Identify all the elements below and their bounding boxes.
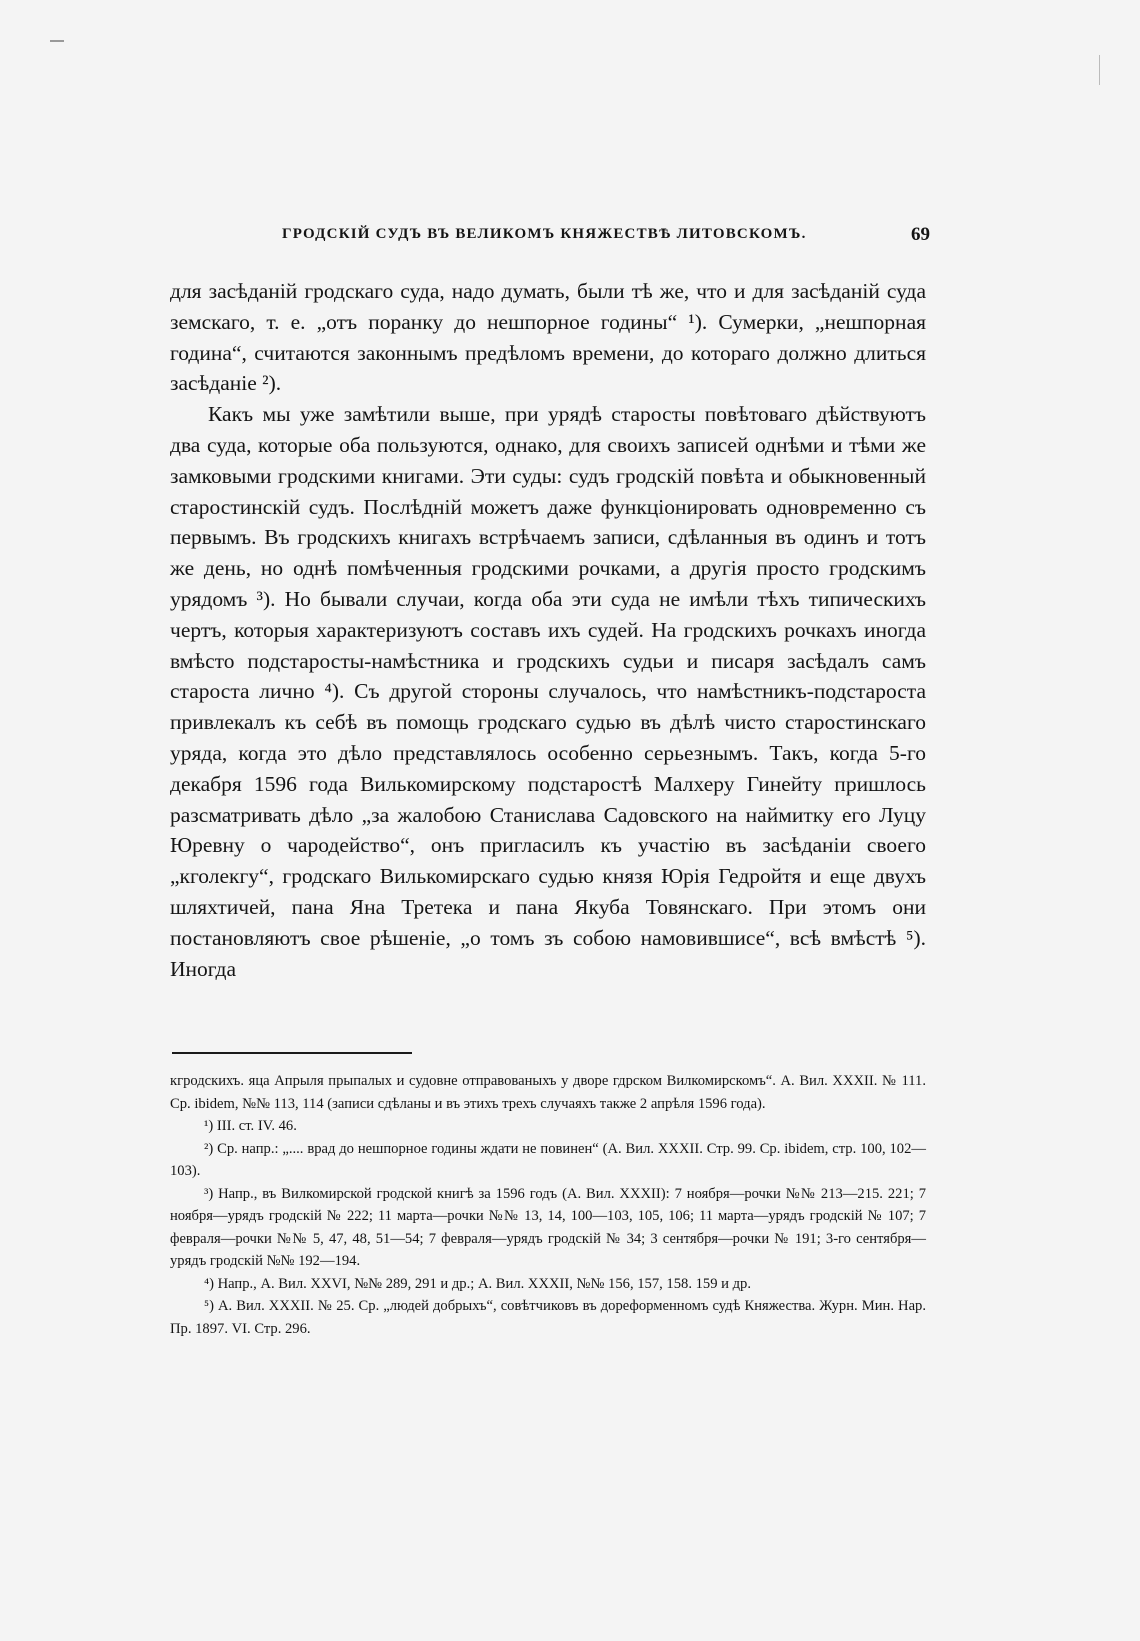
paragraph-2: Какъ мы уже замѣтили выше, при урядѣ старосты повѣтоваго дѣйствуютъ два суда, которые оба пользуются, однако, для своихъ записей однѣми и тѣми же замковыми гродскими книгами. Эти суды: судъ гродскій повѣта и обыкновенный старостинскій судъ. Послѣдній можетъ даже функціонировать одновременно съ первымъ. Въ гродскихъ книгахъ встрѣчаемъ записи, сдѣланныя въ одинъ и тотъ же день, но однѣ помѣченныя гродскими рочками, а другія просто гродскимъ урядомъ ³). Но бывали случаи, когда оба эти суда не имѣли тѣхъ типическихъ чертъ, которыя характеризуютъ составъ ихъ судей. На гродскихъ рочкахъ иногда вмѣсто подстаросты-намѣстника и гродскихъ судьи и писаря засѣдалъ самъ староста лично ⁴). Съ другой стороны случалось, что намѣстникъ-подстароста привлекалъ къ себѣ въ помощь гродскаго судью въ дѣлѣ чисто старостинскаго уряда, когда это дѣло представлялось особенно серьезнымъ. Такъ, когда 5-го декабря 1596 года Вилькомирскому подстаростѣ Малхеру Гинейту пришлось разсматривать дѣло „за жалобою Станислава Садовского на наймитку его Луцу Юревну о чародейство“, онъ пригласилъ къ участію въ засѣданіи своего „кголекгу“, гродскаго Вилькомирскаго судью князя Юрія Гедройтя и еще двухъ шляхтичей, пана Яна Третека и пана Якуба Товянскаго. При этомъ они постановляютъ свое рѣшеніе, „о томъ зъ собою намовившисе“, всѣ вмѣстѣ ⁵). Иногда [170, 402, 926, 981]
paragraph-1: для засѣданій гродскаго суда, надо думать, были тѣ же, что и для засѣданій суда земскаго, т. е. „отъ поранку до нешпорное годины“ ¹). Сумерки, „нешпорная година“, считаются законнымъ предѣломъ времени, до котораго должно длиться засѣданіе ²). [170, 279, 926, 396]
footnote-divider [172, 1052, 412, 1054]
page-header [170, 224, 930, 250]
footnote-3: ³) Напр., въ Вилкомирской гродской книгѣ за 1596 годъ (А. Вил. XXXII): 7 ноября—рочки №№ 213—215. 221; 7 ноября—урядъ гродскій № 222; 11 марта—рочки №№ 13, 14, 100—103, 105, 106; 11 марта—урядъ гродскій № 107; 7 февраля—рочки №№ 5, 47, 48, 51—54; 7 февраля—урядъ гродскій № 34; 3 сентября—рочки № 191; 3-го сентября—урядъ гродскій №№ 192—194. [170, 1185, 926, 1269]
scan-edge-tick [1099, 55, 1100, 85]
footnotes [170, 1070, 926, 1340]
footnote-4: ⁴) Напр., А. Вил. XXVI, №№ 289, 291 и др.; А. Вил. XXXII, №№ 156, 157, 158. 159 и др. [204, 1275, 751, 1292]
running-head: ГРОДСКІЙ СУДЪ ВЪ ВЕЛИКОМЪ КНЯЖЕСТВѢ ЛИТОВСКОМЪ. [282, 226, 807, 242]
main-text [170, 276, 926, 984]
footnote-2: ²) Ср. напр.: „.... врад до нешпорное годины ждати не повинен“ (А. Вил. XXXII. Стр. 99. Ср. ibidem, стр. 100, 102—103). [170, 1140, 926, 1179]
footnote-1: ¹) III. ст. IV. 46. [204, 1118, 297, 1134]
footnote-continuation: кгродскихъ. яца Апрыля прыпалых и судовне отправованыхъ у дворе гдрском Вилкомирскомъ“. А. Вил. XXXII. № 111. Ср. ibidem, №№ 113, 114 (записи сдѣланы и въ этихъ трехъ случаяхъ также 2 апрѣля 1596 года). [170, 1073, 926, 1112]
page-number: 69 [911, 224, 930, 245]
footnote-5: ⁵) А. Вил. XXXII. № 25. Ср. „людей добрыхъ“, совѣтчиковъ въ дореформенномъ судѣ Княжества. Журн. Мин. Нар. Пр. 1897. VI. Стр. 296. [170, 1298, 926, 1337]
scan-edge-mark [50, 40, 64, 42]
